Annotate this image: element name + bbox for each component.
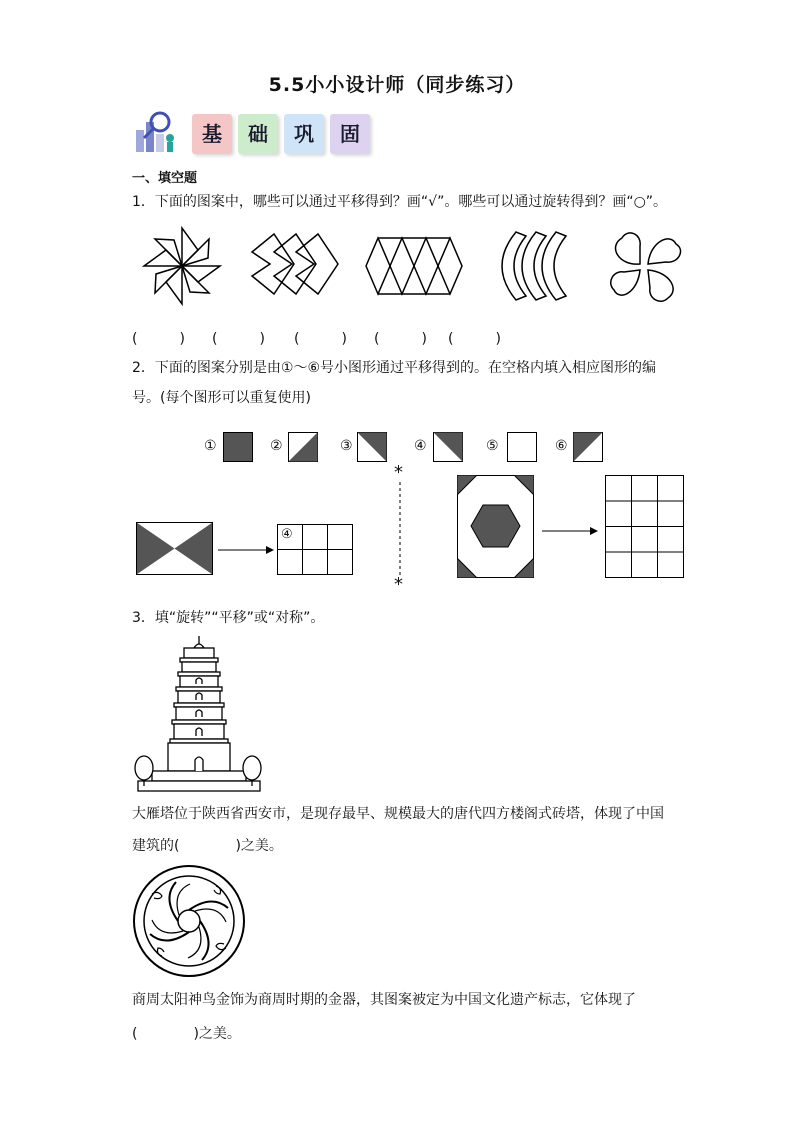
shape-4-half-square	[433, 432, 463, 462]
shape-3-half-square	[357, 432, 387, 462]
rhombus-figure	[362, 222, 472, 312]
pinwheel-figure	[138, 222, 228, 312]
shape-label-4: ④	[414, 438, 427, 454]
shape-label-5: ⑤	[486, 438, 499, 454]
shape-1-dark-square	[223, 432, 253, 462]
chevron-figure	[248, 222, 348, 312]
arrow-right-icon-2	[542, 525, 598, 537]
q1-blank-1[interactable]: ( )	[132, 331, 185, 347]
arc-figure	[486, 222, 576, 312]
divider-star-bottom: *	[394, 574, 403, 595]
grid-prefilled-label: ④	[281, 527, 293, 542]
bowtie-pattern	[136, 522, 216, 576]
q1-blank-2[interactable]: ( )	[212, 331, 265, 347]
pagoda-image	[132, 634, 266, 794]
shape-label-1: ①	[204, 438, 217, 454]
question-2-line-1: 2．下面的图案分别是由①～⑥号小图形通过平移得到的。在空格内填入相应图形的编	[132, 360, 657, 376]
shape-2-half-square	[288, 432, 318, 462]
sun-bird-disc-image	[132, 864, 246, 978]
banner-char-1: 基	[192, 114, 232, 154]
banner-char-3: 巩	[284, 114, 324, 154]
pagoda-text-line-2: 建筑的( )之美。	[132, 838, 283, 854]
shape-5-white-square	[507, 432, 537, 462]
sun-text-line-1: 商周太阳神鸟金饰为商周时期的金器，其图案被定为中国文化遗产标志，它体现了	[132, 992, 636, 1008]
answer-grid-right[interactable]	[605, 475, 685, 579]
shape-6-half-square	[573, 432, 603, 462]
arrow-right-icon	[218, 544, 274, 556]
q1-blank-4[interactable]: ( )	[374, 331, 427, 347]
shape-label-6: ⑥	[555, 438, 568, 454]
question-1-text: 1．下面的图案中，哪些可以通过平移得到？画“√”。哪些可以通过旋转得到？画“○”。	[132, 194, 668, 210]
banner-char-2: 础	[238, 114, 278, 154]
question-2-line-2: 号。(每个图形可以重复使用)	[132, 390, 311, 406]
hexagon-pattern	[457, 475, 535, 579]
q1-blank-3[interactable]: ( )	[294, 331, 347, 347]
magnifier-icon	[130, 108, 190, 158]
dashed-divider	[398, 482, 402, 578]
page-title: 5.5小小设计师（同步练习）	[268, 74, 526, 96]
q1-blank-5[interactable]: ( )	[448, 331, 501, 347]
shape-label-2: ②	[270, 438, 283, 454]
section-banner	[130, 108, 390, 158]
question-3-text: 3．填“旋转”“平移”或“对称”。	[132, 610, 325, 626]
banner-char-4: 固	[330, 114, 370, 154]
divider-star-top: *	[394, 462, 403, 483]
pagoda-text-line-1: 大雁塔位于陕西省西安市，是现存最早、规模最大的唐代四方楼阁式砖塔，体现了中国	[132, 806, 664, 822]
clover-figure	[608, 226, 688, 316]
sun-text-line-2: ( )之美。	[132, 1026, 241, 1042]
shape-label-3: ③	[340, 438, 353, 454]
section-heading: 一、填空题	[132, 171, 198, 186]
